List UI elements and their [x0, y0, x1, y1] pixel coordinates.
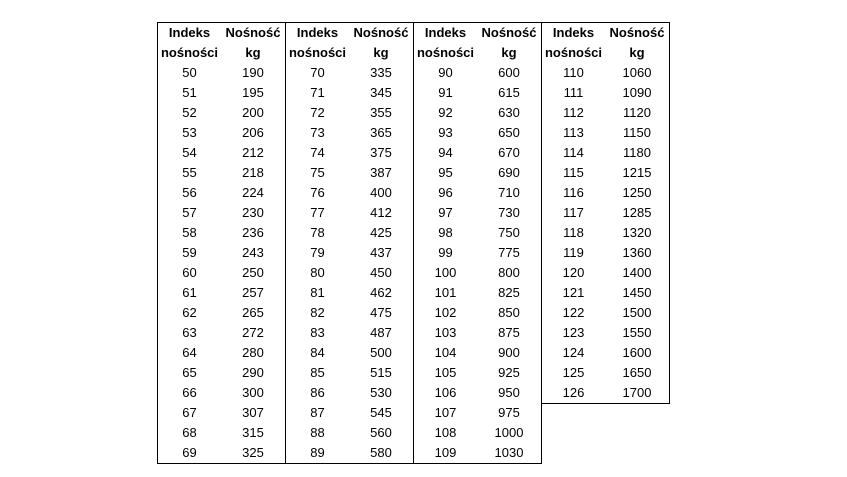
load-capacity-value: 1650	[622, 365, 652, 380]
table-row	[414, 183, 541, 203]
load-index-value: 64	[182, 345, 197, 360]
load-index-value: 123	[562, 325, 585, 340]
table-row	[542, 283, 669, 303]
table-row	[286, 263, 413, 283]
load-index-value: 114	[563, 145, 584, 160]
load-index-value: 106	[434, 385, 457, 400]
load-index-value: 101	[434, 285, 457, 300]
table-row	[414, 103, 541, 123]
header-index-sub: nośności	[544, 45, 603, 60]
load-capacity-value: 500	[370, 345, 392, 360]
header-load: Nośność	[225, 25, 281, 40]
load-index-value: 110	[563, 65, 584, 80]
load-capacity-value: 190	[242, 65, 264, 80]
load-capacity-value: 365	[370, 125, 392, 140]
table-row	[414, 383, 541, 403]
table-row	[414, 63, 541, 83]
load-capacity-value: 272	[242, 325, 264, 340]
load-index-value: 89	[310, 445, 325, 460]
table-row	[158, 163, 285, 183]
header-load: Nośność	[481, 25, 537, 40]
load-capacity-value: 825	[498, 285, 520, 300]
load-index-value: 57	[182, 205, 197, 220]
table-row	[414, 83, 541, 103]
load-capacity-value: 560	[370, 425, 392, 440]
load-index-value: 56	[182, 185, 197, 200]
table-row	[542, 223, 669, 243]
load-capacity-value: 450	[370, 265, 392, 280]
load-capacity-value: 530	[370, 385, 392, 400]
load-index-value: 119	[563, 245, 584, 260]
header-index: Indeks	[168, 25, 211, 40]
load-index-value: 75	[310, 165, 325, 180]
load-index-value: 93	[438, 125, 453, 140]
header-load: Nośność	[353, 25, 409, 40]
table-row	[286, 243, 413, 263]
load-capacity-value: 290	[242, 365, 264, 380]
table-row	[414, 283, 541, 303]
table-row	[286, 203, 413, 223]
load-capacity-value: 975	[498, 405, 520, 420]
load-capacity-value: 412	[370, 205, 392, 220]
table-block-1	[157, 22, 286, 464]
header-index-sub: nośności	[160, 45, 219, 60]
load-capacity-value: 487	[370, 325, 392, 340]
load-capacity-value: 1000	[494, 425, 524, 440]
table-row	[286, 383, 413, 403]
load-capacity-value: 1030	[494, 445, 524, 460]
table-row	[286, 363, 413, 383]
load-index-value: 55	[182, 165, 197, 180]
load-index-value: 111	[563, 85, 584, 100]
load-capacity-value: 545	[370, 405, 392, 420]
load-index-value: 80	[310, 265, 325, 280]
load-index-value: 79	[310, 245, 325, 260]
load-capacity-value: 335	[370, 65, 392, 80]
load-capacity-value: 630	[498, 105, 520, 120]
table-row	[542, 83, 669, 103]
load-index-value: 98	[438, 225, 453, 240]
load-index-value: 107	[434, 405, 457, 420]
load-index-value: 68	[182, 425, 197, 440]
table-row	[414, 363, 541, 383]
table-row	[286, 303, 413, 323]
load-capacity-value: 280	[242, 345, 264, 360]
load-capacity-value: 775	[498, 245, 520, 260]
table-row	[414, 443, 541, 463]
load-index-value: 61	[182, 285, 197, 300]
header-index: Indeks	[552, 25, 595, 40]
load-index-value: 90	[438, 65, 453, 80]
load-capacity-value: 1090	[622, 85, 652, 100]
load-index-value: 112	[563, 105, 584, 120]
load-index-value: 58	[182, 225, 197, 240]
table-row	[158, 263, 285, 283]
table-row	[542, 63, 669, 83]
load-index-value: 74	[310, 145, 325, 160]
load-capacity-value: 243	[242, 245, 264, 260]
load-index-value: 122	[562, 305, 585, 320]
table-row	[158, 363, 285, 383]
load-index-value: 104	[434, 345, 457, 360]
load-capacity-value: 257	[242, 285, 264, 300]
load-index-value: 65	[182, 365, 197, 380]
load-index-value: 108	[434, 425, 457, 440]
load-index-value: 99	[438, 245, 453, 260]
table-row	[158, 103, 285, 123]
load-capacity-value: 218	[242, 165, 264, 180]
load-index-value: 86	[310, 385, 325, 400]
table-row	[542, 203, 669, 223]
load-capacity-value: 1060	[622, 65, 652, 80]
header-load: Nośność	[609, 25, 665, 40]
table-row	[414, 203, 541, 223]
load-capacity-value: 670	[498, 145, 520, 160]
load-index-value: 95	[438, 165, 453, 180]
load-capacity-value: 1215	[622, 165, 652, 180]
load-index-value: 121	[562, 285, 585, 300]
load-capacity-value: 950	[498, 385, 520, 400]
load-capacity-value: 1250	[622, 185, 652, 200]
table-row	[158, 443, 285, 463]
load-index-value: 81	[310, 285, 325, 300]
load-capacity-value: 315	[242, 425, 264, 440]
load-capacity-value: 1320	[622, 225, 652, 240]
table-row	[158, 123, 285, 143]
load-capacity-value: 250	[242, 265, 264, 280]
load-index-value: 124	[562, 345, 585, 360]
header-load-unit: kg	[629, 45, 645, 60]
table-row	[158, 243, 285, 263]
load-index-value: 100	[434, 265, 457, 280]
table-row	[286, 283, 413, 303]
table-row	[414, 403, 541, 423]
load-index-value: 67	[182, 405, 197, 420]
load-capacity-value: 437	[370, 245, 392, 260]
load-capacity-value: 206	[242, 125, 264, 140]
load-index-value: 66	[182, 385, 197, 400]
table-row	[286, 143, 413, 163]
load-index-value: 87	[310, 405, 325, 420]
table-row	[158, 383, 285, 403]
load-capacity-value: 1150	[623, 125, 651, 140]
load-capacity-value: 307	[242, 405, 264, 420]
load-capacity-value: 400	[370, 185, 392, 200]
load-capacity-value: 690	[498, 165, 520, 180]
table-row	[286, 423, 413, 443]
table-row	[542, 163, 669, 183]
table-row	[286, 63, 413, 83]
load-capacity-value: 1360	[622, 245, 652, 260]
load-capacity-value: 1600	[622, 345, 652, 360]
table-row	[414, 423, 541, 443]
load-index-value: 97	[438, 205, 453, 220]
table-row	[158, 83, 285, 103]
table-block-2	[285, 22, 414, 464]
load-index-value: 53	[182, 125, 197, 140]
load-index-value: 63	[182, 325, 197, 340]
load-index-value: 96	[438, 185, 453, 200]
table-row	[286, 223, 413, 243]
load-capacity-value: 1285	[622, 205, 652, 220]
load-capacity-value: 580	[370, 445, 392, 460]
load-capacity-value: 224	[242, 185, 264, 200]
table-row	[414, 123, 541, 143]
load-capacity-value: 1180	[623, 145, 651, 160]
load-capacity-value: 600	[498, 65, 520, 80]
load-capacity-value: 230	[242, 205, 264, 220]
table-row	[542, 143, 669, 163]
header-load-unit: kg	[245, 45, 261, 60]
table-row	[286, 343, 413, 363]
load-index-value: 125	[562, 365, 585, 380]
header-index: Indeks	[424, 25, 467, 40]
load-index-value: 69	[182, 445, 197, 460]
load-index-value: 60	[182, 265, 197, 280]
load-capacity-value: 200	[242, 105, 264, 120]
load-index-value: 94	[438, 145, 453, 160]
load-index-value: 115	[563, 165, 584, 180]
load-index-value: 82	[310, 305, 325, 320]
table-row	[542, 263, 669, 283]
load-capacity-value: 800	[498, 265, 520, 280]
load-capacity-value: 300	[242, 385, 264, 400]
load-capacity-value: 710	[498, 185, 520, 200]
load-index-value: 70	[310, 65, 325, 80]
table-row	[542, 183, 669, 203]
table-row	[542, 123, 669, 143]
load-index-value: 71	[310, 85, 325, 100]
table-row	[542, 103, 669, 123]
load-index-value: 91	[438, 85, 453, 100]
table-row	[158, 223, 285, 243]
load-index-value: 118	[563, 225, 584, 240]
table-row	[542, 363, 669, 383]
load-index-value: 88	[310, 425, 325, 440]
table-row	[158, 403, 285, 423]
table-row	[414, 343, 541, 363]
load-capacity-value: 375	[370, 145, 392, 160]
load-index-value: 83	[310, 325, 325, 340]
load-index-value: 113	[563, 125, 584, 140]
load-index-value: 76	[310, 185, 325, 200]
load-capacity-value: 236	[242, 225, 264, 240]
load-capacity-value: 265	[242, 305, 264, 320]
load-index-value: 51	[182, 85, 197, 100]
table-row	[414, 243, 541, 263]
header-load-unit: kg	[373, 45, 389, 60]
load-capacity-value: 750	[498, 225, 520, 240]
table-row	[286, 163, 413, 183]
table-block-4	[541, 22, 670, 404]
load-index-value: 120	[562, 265, 585, 280]
load-capacity-value: 212	[242, 145, 264, 160]
table-row	[158, 323, 285, 343]
load-index-value: 117	[563, 205, 584, 220]
load-capacity-value: 425	[370, 225, 392, 240]
load-capacity-value: 650	[498, 125, 520, 140]
table-row	[286, 403, 413, 423]
load-index-value: 126	[562, 385, 585, 400]
load-capacity-value: 355	[370, 105, 392, 120]
load-capacity-value: 1550	[622, 325, 652, 340]
load-index-value: 77	[310, 205, 325, 220]
load-index-value: 73	[310, 125, 325, 140]
load-index-value: 78	[310, 225, 325, 240]
load-capacity-value: 850	[498, 305, 520, 320]
table-row	[414, 323, 541, 343]
load-index-value: 109	[434, 445, 457, 460]
load-index-value: 59	[182, 245, 197, 260]
load-capacity-value: 1700	[622, 385, 652, 400]
header-index: Indeks	[296, 25, 339, 40]
load-capacity-value: 730	[498, 205, 520, 220]
load-capacity-value: 462	[370, 285, 392, 300]
load-index-value: 103	[434, 325, 457, 340]
load-capacity-value: 925	[498, 365, 520, 380]
load-capacity-value: 345	[370, 85, 392, 100]
table-row	[158, 303, 285, 323]
load-index-value: 52	[182, 105, 197, 120]
table-row	[286, 123, 413, 143]
table-row	[158, 343, 285, 363]
table-block-3	[413, 22, 542, 464]
load-capacity-value: 1500	[622, 305, 652, 320]
load-capacity-value: 475	[370, 305, 392, 320]
load-index-value: 54	[182, 145, 197, 160]
header-index-sub: nośności	[416, 45, 475, 60]
load-capacity-value: 325	[242, 445, 264, 460]
load-capacity-value: 875	[498, 325, 520, 340]
load-index-value: 72	[310, 105, 325, 120]
table-row	[414, 263, 541, 283]
table-row	[158, 423, 285, 443]
table-row	[414, 223, 541, 243]
table-row	[542, 383, 669, 403]
table-row	[542, 323, 669, 343]
load-capacity-value: 1400	[622, 265, 652, 280]
table-row	[286, 83, 413, 103]
load-index-value: 102	[434, 305, 457, 320]
table-row	[542, 303, 669, 323]
load-index-value: 85	[310, 365, 325, 380]
table-row	[542, 343, 669, 363]
load-capacity-value: 900	[498, 345, 520, 360]
header-load-unit: kg	[501, 45, 517, 60]
table-row	[286, 103, 413, 123]
load-index-value: 116	[563, 185, 584, 200]
load-capacity-value: 1450	[622, 285, 652, 300]
table-row	[158, 183, 285, 203]
table-row	[286, 323, 413, 343]
load-index-value: 105	[434, 365, 457, 380]
header-index-sub: nośności	[288, 45, 347, 60]
table-row	[158, 63, 285, 83]
load-capacity-value: 1120	[623, 105, 651, 120]
load-capacity-value: 615	[498, 85, 520, 100]
table-row	[286, 183, 413, 203]
load-index-value: 62	[182, 305, 197, 320]
table-row	[286, 443, 413, 463]
load-index-value: 50	[182, 65, 197, 80]
load-capacity-value: 195	[242, 85, 264, 100]
table-row	[542, 243, 669, 263]
table-row	[414, 143, 541, 163]
load-capacity-value: 387	[370, 165, 392, 180]
load-index-value: 84	[310, 345, 325, 360]
table-row	[414, 303, 541, 323]
table-row	[158, 143, 285, 163]
load-index-value: 92	[438, 105, 453, 120]
table-row	[158, 283, 285, 303]
table-row	[414, 163, 541, 183]
load-capacity-value: 515	[370, 365, 392, 380]
table-row	[158, 203, 285, 223]
